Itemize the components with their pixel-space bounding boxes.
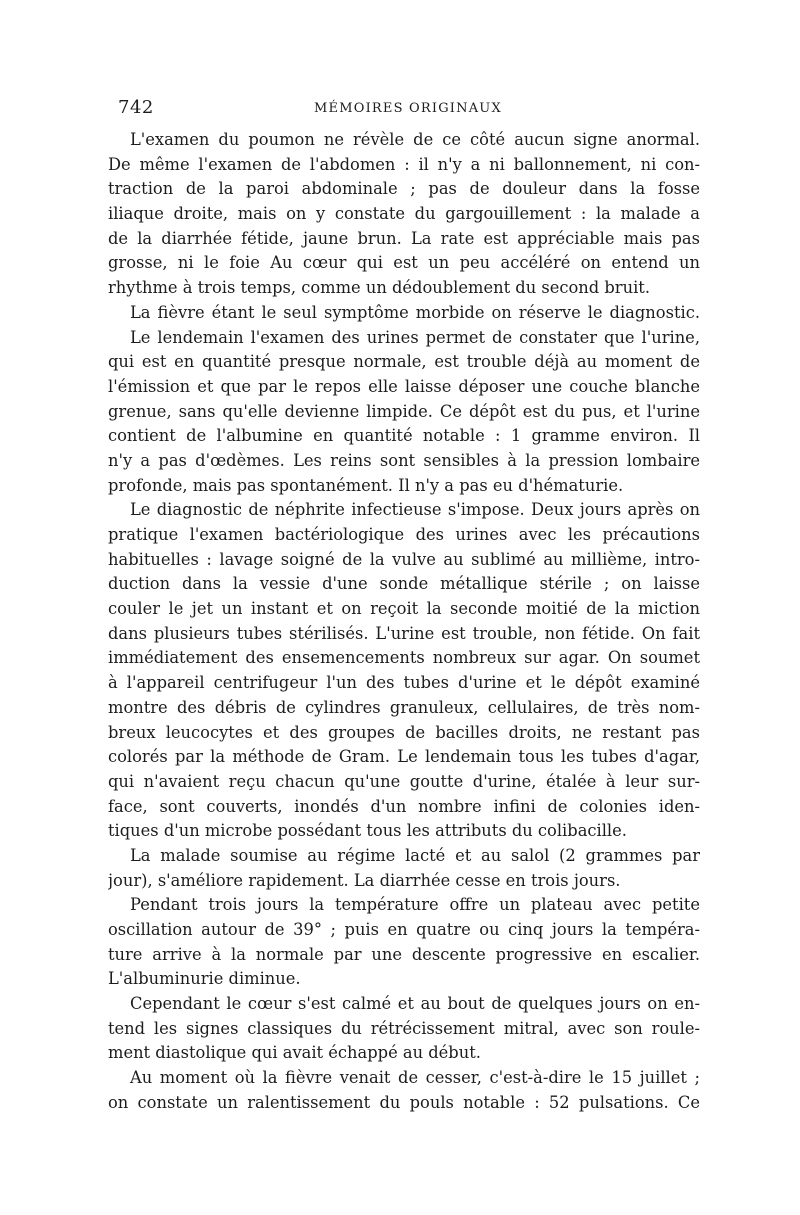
text-line: Le lendemain l'examen des urines permet de constater que l'urine, (130, 327, 700, 347)
text-line: ment diastolique qui avait échappé au début. (108, 1043, 481, 1063)
text-line: oscillation autour de 39° ; puis en quatre ou cinq jours la tempéra- (108, 920, 700, 939)
text-line: contient de l'albumine en quantité notable : 1 gramme environ. Il (108, 426, 700, 446)
text-line: n'y a pas d'œdèmes. Les reins sont sensibles à la pression lombaire (108, 450, 700, 470)
text-line: immédiatement des ensemencements nombreux sur agar. On soumet (108, 648, 700, 668)
text-line: jour), s'améliore rapidement. La diarrhée cesse en trois jours. (108, 870, 621, 890)
text-line: tend les signes classiques du rétrécissement mitral, avec son roule- (108, 1018, 700, 1038)
text-line: L'examen du poumon ne révèle de ce côté aucun signe anormal. (130, 130, 700, 149)
text-line: colorés par la méthode de Gram. Le lendemain tous les tubes d'agar, (108, 747, 700, 767)
text-line: De même l'examen de l'abdomen : il n'y a ni ballonnement, ni con- (108, 154, 700, 174)
text-line: couler le jet un instant et on reçoit la seconde moitié de la miction (108, 599, 700, 619)
text-line: La malade soumise au régime lacté et au salol (2 grammes par (130, 845, 700, 865)
text-line: montre des débris de cylindres granuleux, cellulaires, de très nom- (108, 697, 700, 717)
text-line: Le diagnostic de néphrite infectieuse s'impose. Deux jours après on (130, 500, 700, 520)
page-number: 742 (118, 97, 154, 118)
text-line: Au moment où la fièvre venait de cesser, c'est-à-dire le 15 juillet ; (130, 1068, 700, 1088)
text-line: duction dans la vessie d'une sonde métallique stérile ; on laisse (108, 574, 700, 594)
text-line: L'albuminurie diminue. (108, 969, 301, 989)
text-line: La fièvre étant le seul symptôme morbide on réserve le diagnostic. (130, 302, 700, 322)
body-text (108, 128, 700, 1116)
text-line: rhythme à trois temps, comme un dédoublement du second bruit. (108, 278, 650, 298)
text-line: à l'appareil centrifugeur l'un des tubes d'urine et le dépôt examiné (108, 673, 700, 693)
text-line: Pendant trois jours la température offre un plateau avec petite (130, 895, 700, 915)
text-line: l'émission et que par le repos elle laisse déposer une couche blanche (108, 376, 700, 396)
text-line: on constate un ralentissement du pouls notable : 52 pulsations. Ce (108, 1092, 700, 1112)
running-title: MÉMOIRES ORIGINAUX (314, 101, 502, 116)
text-line: traction de la paroi abdominale ; pas de douleur dans la fosse (108, 179, 700, 199)
text-line: grenue, sans qu'elle devienne limpide. Ce dépôt est du pus, et l'urine (108, 401, 700, 421)
text-line: iliaque droite, mais on y constate du gargouillement : la malade a (108, 204, 700, 224)
text-line: qui n'avaient reçu chacun qu'une goutte d'urine, étalée à leur sur- (108, 771, 700, 791)
text-line: habituelles : lavage soigné de la vulve au sublimé au millième, intro- (108, 549, 700, 569)
text-line: dans plusieurs tubes stérilisés. L'urine est trouble, non fétide. On fait (108, 623, 700, 643)
text-line: face, sont couverts, inondés d'un nombre infini de colonies iden- (108, 796, 700, 816)
text-line: pratique l'examen bactériologique des urines avec les précautions (108, 525, 700, 544)
text-line: breux leucocytes et des groupes de bacilles droits, ne restant pas (108, 722, 700, 742)
text-line: ture arrive à la normale par une descente progressive en escalier. (108, 944, 700, 964)
text-line: profonde, mais pas spontanément. Il n'y a pas eu d'hématurie. (108, 475, 624, 495)
text-line: Cependant le cœur s'est calmé et au bout de quelques jours on en- (130, 994, 700, 1014)
text-line: grosse, ni le foie Au cœur qui est un peu accéléré on entend un (108, 253, 700, 273)
text-line: qui est en quantité presque normale, est trouble déjà au moment de (108, 352, 700, 372)
text-line: de la diarrhée fétide, jaune brun. La rate est appréciable mais pas (108, 228, 700, 248)
text-line: tiques d'un microbe possédant tous les attributs du colibacille. (108, 821, 627, 841)
page-header (118, 97, 700, 121)
